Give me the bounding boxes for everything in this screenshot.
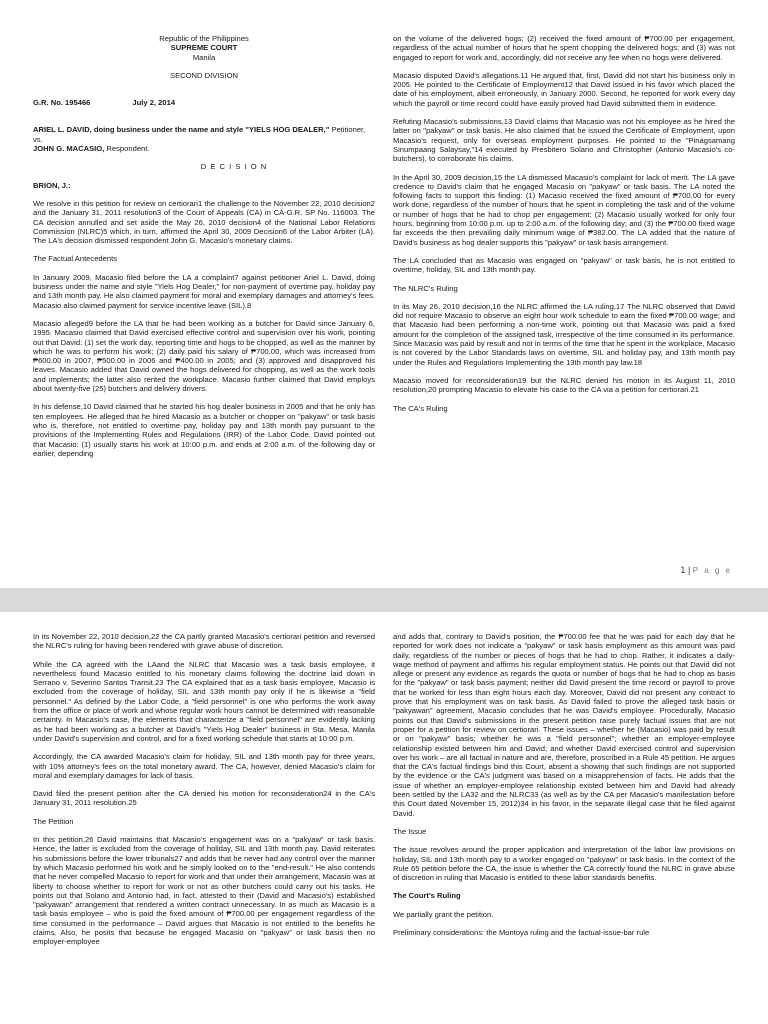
paragraph: Refuting Macasio's submissions,13 David claims that Macasio was not his employee as he hired the latter on "pakyaw" or task basis. He also claimed that he issued the Certificate of Employment, upon Macasio's request, only for overseas employment purposes. He pointed to the "Pinagsamang Sinumpaang Salaysay,"14 executed by Presbitero Solano and Christopher (Antonio Macasio's co-butchers), to corroborate his claims.	[393, 117, 735, 164]
paragraph: In the April 30, 2009 decision,15 the LA dismissed Macasio's complaint for lack of merit. The LA gave credence to David's claim that he engaged Macasio on "pakyaw" or task basis. The LA noted the following facts to support this finding: (1) Macasio received the fixed amount of ₱700.00 for every work done, regardless of the number of hours that he spent in completing the task and of the volume or number of hogs that he had to chop per engagement; (2) Macasio usually worked for only four hours, beginning from 10:00 p.m. up to 2:00 a.m. of the following day; and (3) the ₱700.00 fixed wage far exceeds the then prevailing daily minimum wage of ₱382.00. The LA added that the nature of David's business as hog dealer supports this "pakyaw" or task basis arrangement.	[393, 172, 735, 247]
section-heading: The NLRC's Ruling	[393, 283, 458, 293]
paragraph: on the volume of the delivered hogs; (2) received the fixed amount of ₱700.00 per engagement, regardless of the actual number of hours that he spent chopping the delivered hogs; and (3) was not engaged to report for work and, accordingly, did not receive any fee when no hogs were delivered.	[393, 34, 735, 62]
paragraph: Preliminary considerations: the Montoya ruling and the factual-issue-bar rule	[393, 928, 650, 938]
decision-title: D E C I S I O N	[200, 162, 268, 172]
paragraph: Macasio disputed David's allegations.11 He argued that, first, David did not start his business only in 2005. He pointed to the Certificate of Employment12 that David issued in his favor which placed the date of his employment, albeit erroneously, in January 2000. Second, he reported for work every day which the payroll or time record could have easily proved had David submitted them in evidence.	[393, 70, 735, 108]
page-label: P a g e	[692, 566, 732, 575]
page2-right-column	[393, 632, 735, 946]
section-heading: The Court's Ruling	[393, 891, 461, 901]
page-gap	[0, 588, 768, 612]
court-name: SUPREME COURT	[170, 43, 238, 53]
case-number-line	[33, 98, 375, 107]
page1-right-column	[393, 34, 735, 422]
respondent-role: Respondent.	[104, 144, 150, 154]
paragraph: The LA concluded that as Macasio was engaged on "pakyaw" or task basis, he is not entitled to overtime, holiday, SIL and 13th month pay.	[393, 255, 735, 275]
decision-date: July 2, 2014	[132, 98, 176, 108]
paragraph: Macasio alleged9 before the LA that he had been working as a butcher for David since January 6, 1995. Macasio claimed that David exercised effective control and supervision over his work, pointing out that David: (1) set the work day, reporting time and hogs to be chopped, as well as the manner by which he was to perform his work; (2) daily paid his salary of ₱700.00, which was increased from ₱600.00 in 2007, ₱500.00 in 2006 and ₱400.00 in 2005; and (3) approved and disapproved his leaves. Macasio added that David owned the hogs delivered for chopping, as well as the work tools and implements; the latter also rented the workplace. Macasio further claimed that David employs about twenty-five (25) butchers and delivery drivers.	[33, 318, 375, 394]
page1-left-column	[33, 34, 375, 467]
paragraph: The issue revolves around the proper application and interpretation of the labor law provisions on holiday, SIL and 13th month pay to a worker engaged on "pakyaw" or task basis. In the context of the Rule 65 petition before the CA, the issue is whether the CA correctly found the NLRC in grave abuse of discretion in ruling that Macasio is entitled to these labor standards benefits.	[393, 845, 735, 883]
paragraph: In its May 26, 2010 decision,16 the NLRC affirmed the LA ruling.17 The NLRC observed that David did not require Macasio to observe an eight hour work schedule to earn the fixed ₱700.00 wage; and that Macasio had been performing a non-time work, pointing out that Macasio was paid a fixed amount for the completion of the assigned task, irrespective of the time consumed in its performance. Since Macasio was paid by result and not in terms of the time that he spent in the workplace, Macasio is not covered by the Labor Standards laws on overtime, SIL and holiday pay, and 13th month pay under the Rules and Regulations Implementing the 13th month pay law.18	[393, 301, 735, 367]
paragraph: We resolve in this petition for review on certiorari1 the challenge to the November 22, 2010 decision2 and the January 31, 2011 resolution3 of the Court of Appeals (CA) in CA-G.R. SP No. 116003. The CA decision annulled and set aside the May 26, 2010 decision4 of the National Labor Relations Commission (NLRC)5 which, in turn, affirmed the April 30, 2009 Decision6 of the Labor Arbiter (LA). The LA's decision dismissed respondent John G. Macasio's monetary claims.	[33, 198, 375, 246]
page-footer	[680, 566, 732, 575]
section-heading: The Petition	[33, 816, 74, 826]
petitioner-name: ARIEL L. DAVID, doing business under the name and style "YIELS HOG DEALER,"	[33, 125, 330, 135]
paragraph: Accordingly, the CA awarded Macasio's claim for holiday, SIL and 13th month pay for three years, with 10% attorney's fees on the total monetary award. The CA, however, denied Macasio's claim for moral and exemplary damages for lack of basis.	[33, 752, 375, 780]
republic-line: Republic of the Philippines	[159, 34, 249, 43]
versus-label: vs.	[33, 134, 43, 144]
paragraph: We partially grant the petition.	[393, 909, 494, 919]
paragraph: David filed the present petition after the CA denied his motion for reconsideration24 in the CA's January 31, 2011 resolution.25	[33, 789, 375, 808]
page2-left-column	[33, 632, 375, 956]
section-heading: The Factual Antecedents	[33, 254, 118, 264]
respondent-line	[33, 144, 375, 153]
document-page-2	[0, 612, 768, 1024]
division-label: SECOND DIVISION	[170, 70, 238, 80]
footer-separator: |	[685, 565, 693, 575]
petitioner-role: Petitioner,	[329, 125, 366, 135]
page-number: 1	[680, 565, 686, 575]
paragraph: and adds that, contrary to David's position, the ₱700.00 fee that he was paid for each day that he reported for work does not indicate a "pakyaw" or task basis employment as this amount was paid daily, regardless of the number or pieces of hogs that he had to chop. Rather, it indicates a daily-wage method of payment and affirms his regular employment status. He points out that David did not allege or present any evidence as regards the quota or number of hogs that he had to chop as basis for the "pakyaw" or task basis payment; neither did David present the time record or payroll to prove that he worked for less than eight hours each day. Moreover, David did not present any contract to prove that his employment was on task basis. As David failed to prove the alleged task basis or "pakyawan" agreement, Macasio concludes that he was David's employee. Procedurally, Macasio points out that David's submissions in the present petition raise purely factual issues that are not proper for a petition for review on certiorari. These issues – whether he (Macasio) was paid by result or on "pakyaw" basis; whether he was a "field personnel"; whether an employer-employee relationship existed between him and David; and whether David exercised control and supervision over his work – are all factual in nature and are, therefore, proscribed in a Rule 45 petition. He argues that the CA's factual findings bind this Court, absent a showing that such findings are not supported by the evidence or the CA's judgment was based on a misapprehension of facts. He adds that the issue of whether an employer-employee relationship existed between him and David had already been settled by the LA32 and the NLRC33 (as well as by the CA per Macasio's manifestation before this Court dated November 15, 2012)34 in his favor, in the separate illegal case that he filed against David.	[393, 632, 735, 818]
paragraph: In its November 22, 2010 decision,22 the CA partly granted Macasio's certiorari petition and reversed the NLRC's ruling for having been rendered with grave abuse of discretion.	[33, 632, 375, 651]
paragraph: In January 2009, Macasio filed before the LA a complaint7 against petitioner Ariel L. David, doing business under the name and style "Yiels Hog Dealer," for non-payment of overtime pay, holiday pay and 13th month pay. He also claimed payment for moral and exemplary damages and attorney's fees. Macasio also claimed payment for service incentive leave (SIL).8	[33, 272, 375, 310]
paragraph: In this petition,26 David maintains that Macasio's engagement was on a "pakyaw" or task basis. Hence, the latter is excluded from the coverage of holiday, SIL and 13th month pay. David reiterates his submissions before the lower tribunals27 and adds that he never had any control over the manner by which Macasio performed his work and he simply looked on to the "end-result." He also contends that he never compelled Macasio to report for work and that under their arrangement, Macasio was at liberty to choose whether to report for work or not as other butchers could carry out his tasks. He points out that Solano and Antonio had, in fact, attested to their (David and Macasio's) established "pakyawan" arrangement that rendered a written contract unnecessary. In as much as Macasio is a task basis employee – who is paid the fixed amount of ₱700.00 per engagement regardless of the time consumed in the performance – David argues that Macasio is not entitled to the benefits he claims. Also, he posits that because he engaged Macasio on "pakyaw" or task basis then no employer-employee	[33, 835, 375, 947]
petitioner-line	[33, 125, 375, 134]
section-heading: The CA's Ruling	[393, 403, 448, 413]
ponente: BRION, J.:	[33, 180, 71, 190]
gr-number: G.R. No. 195466	[33, 98, 91, 108]
paragraph: In his defense,10 David claimed that he started his hog dealer business in 2005 and that he only has ten employees. He alleged that he hired Macasio as a butcher or chopper on "pakyaw" or task basis who is, therefore, not entitled to overtime pay, holiday pay and 13th month pay pursuant to the provisions of the Implementing Rules and Regulations (IRR) of the Labor Code. David pointed out that Macasio: (1) usually starts his work at 10:00 p.m. and ends at 2:00 a.m. of the following day or earlier, depending	[33, 402, 375, 458]
section-heading: The Issue	[393, 826, 427, 836]
court-city: Manila	[192, 52, 216, 62]
paragraph: While the CA agreed with the LAand the NLRC that Macasio was a task basis employee, it nevertheless found Macasio entitled to his monetary claims following the doctrine laid down in Serrano v. Severino Santos Transit.23 The CA explained that as a task basis employee, Macasio is excluded from the coverage of holiday, SIL and 13th month pay only if he is likewise a "field personnel." As defined by the Labor Code, a "field personnel" is one who performs the work away from the office or place of work and whose regular work hours cannot be determined with reasonable certainty. In Macasio's case, the elements that characterize a "field personnel" are evidently lacking as he had been working as a butcher at David's "Yiels Hog Dealer" business in Sta. Mesa, Manila under David's supervision and control, and for a fixed working schedule that starts at 10:00 p.m.	[33, 659, 375, 743]
respondent-name: JOHN G. MACASIO,	[33, 144, 105, 154]
paragraph: Macasio moved for reconsideration19 but the NLRC denied his motion in its August 11, 2010 resolution,20 prompting Macasio to elevate his case to the CA via a petition for certiorari.21	[393, 375, 735, 395]
